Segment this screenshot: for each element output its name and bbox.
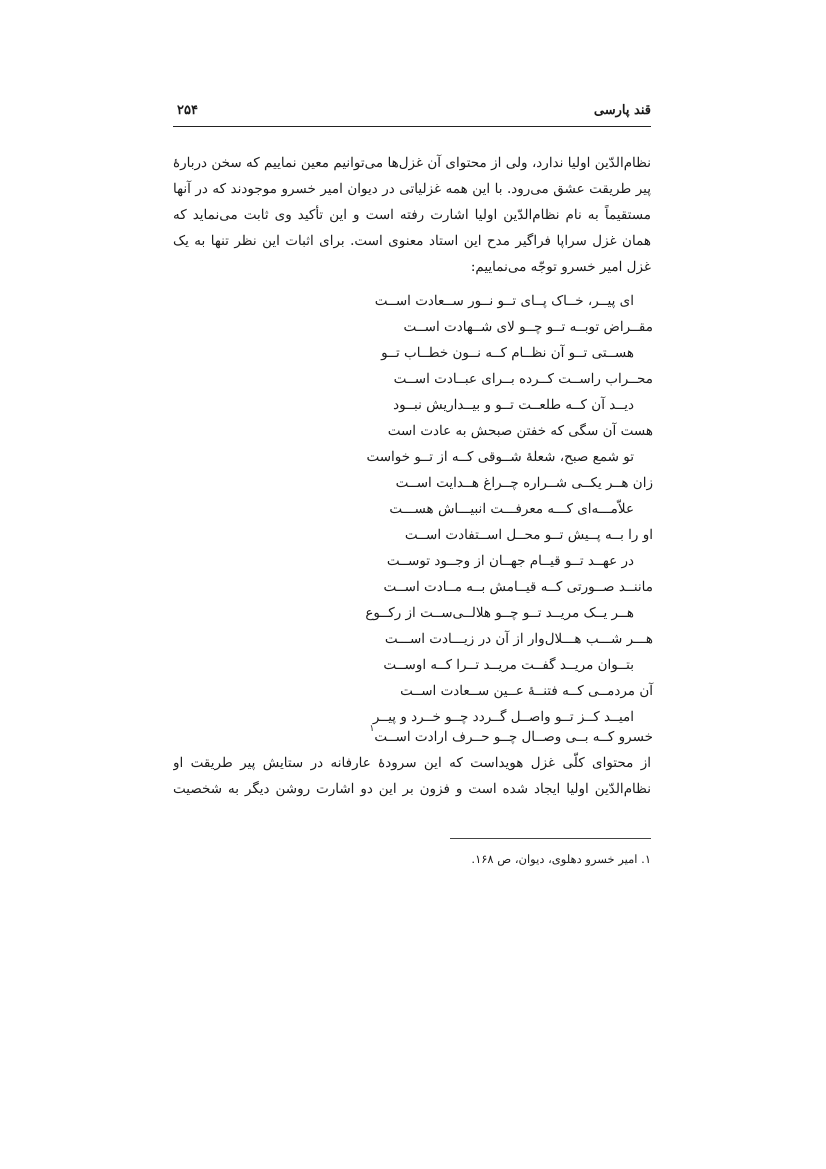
page-number: ۲۵۴ <box>177 103 198 118</box>
page-header <box>173 100 651 127</box>
outro-paragraph <box>173 750 651 802</box>
verse-text: خسرو کــه بــی وصــال چــو حــرف ارادت اســت <box>374 729 653 745</box>
footnote: ۱. امیر خسرو دهلوی، دیوان، ص ۱۶۸. <box>471 852 651 866</box>
paragraph-line: پیر طریقت عشق می‌رود. با این همه غزلیاتی در دیوان امیر خسرو موجودند که در آنها <box>173 181 651 197</box>
footnote-marker: ۱ <box>369 724 375 734</box>
verse-line: مقــراض توبــه تــو چــو لای شــهادت اســت <box>403 319 653 335</box>
verse-line: زان هــر یکــی شــراره چــراغ هــدایت اســت <box>395 475 653 491</box>
paragraph-line: نظام‌الدّین اولیا ندارد، ولی از محتوای آن غزل‌ها می‌توانیم معین نماییم که سخن دربارۀ <box>173 155 651 171</box>
verse-line: هست آن سگی که خفتن صبحش به عادت است <box>387 423 653 439</box>
paragraph-line: مستقیماً به نام نظام‌الدّین اولیا اشارت رفته است و این تأکید وی ثابت می‌نماید که <box>173 207 651 223</box>
verse-line: علاّمـــه‌ای کـــه معرفـــت انبیـــاش هســـت <box>389 501 634 517</box>
verse-line: هســتی تــو آن نظــام کــه نــون خطــاب تــو <box>381 345 634 361</box>
paragraph-line: نظام‌الدّین اولیا ایجاد شده است و فزون بر این دو اشارت روشن دیگر به شخصیت <box>173 781 651 797</box>
verse-line: آن مردمــی کــه فتنــۀ عــین ســعادت اســت <box>400 683 653 699</box>
verse-line: امیــد کــز تــو واصــل گــردد چــو خــرد و پیــر <box>372 709 634 725</box>
verse-line: هـــر شـــب هـــلال‌وار از آن در زیـــادت اســـت <box>384 631 653 647</box>
verse-line: ماننــد صــورتی کــه قیــامش بــه مــادت اســت <box>383 579 653 595</box>
verse-line <box>370 724 653 750</box>
intro-paragraph <box>173 150 651 280</box>
paragraph-line: غزل امیر خسرو توجّه می‌نماییم: <box>470 259 651 275</box>
footnote-divider <box>450 838 651 839</box>
verse-line: محــراب راســت کــرده بــرای عبــادت اســت <box>393 371 653 387</box>
verse-line: تو شمع صبح، شعلۀ شــوقی کــه از تــو خواست <box>366 449 634 465</box>
paragraph-line: از محتوای کلّی غزل هویداست که این سرودۀ عارفانه در ستایش پیر طریقت او <box>173 755 651 771</box>
running-title: قند پارسی <box>593 103 651 118</box>
verse-line: او را بــه پــیش تــو محــل اســتفادت اســت <box>404 527 653 543</box>
paragraph-line: همان غزل سراپا فراگیر مدح این استاد معنوی است. برای اثبات این نظر تنها به یک <box>173 233 651 249</box>
verse-line: دیــد آن کــه طلعــت تــو و بیــداریش نبــود <box>393 397 634 413</box>
verse-line: ای پیــر، خــاک پــای تــو نــور ســعادت اســت <box>374 293 634 309</box>
verse-line: هــر یــک مریــد تــو چــو هلالــی‌ســت از رکــوع <box>365 605 634 621</box>
verse-line: بتــوان مریــد گفــت مریــد تــرا کــه اوســت <box>383 657 634 673</box>
verse-line: در عهــد تــو قیــام جهــان از وجــود توســت <box>386 553 634 569</box>
